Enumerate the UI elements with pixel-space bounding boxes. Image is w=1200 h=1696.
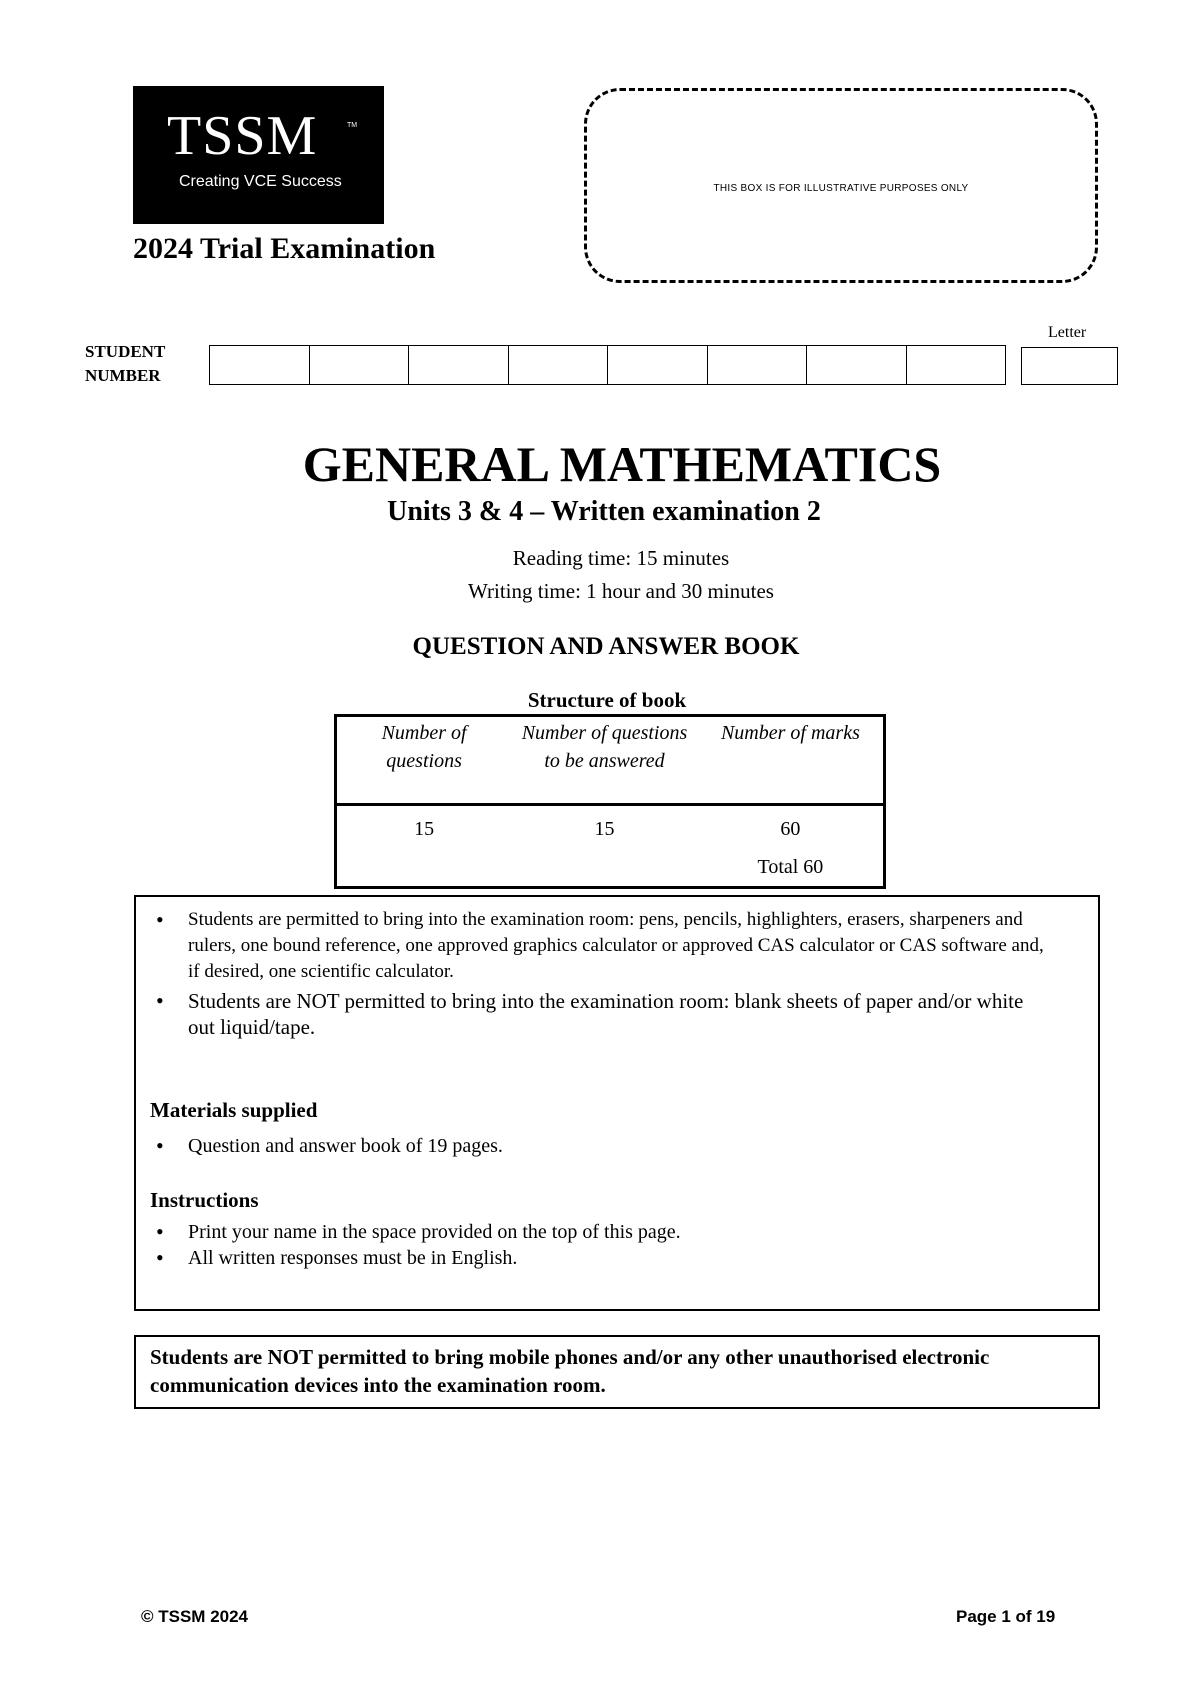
reading-time: Reading time: 15 minutes [512,546,730,570]
list-item: • Students are permitted to bring into the examination room: pens, pencils, highlighters, erasers, sharpeners and rulers, one bound reference, one approved graphics calculator or approved CAS calculator or CAS software and, if desired, one scientific calculator. [150,907,1048,985]
letter-box[interactable] [1021,347,1118,385]
materials-list [150,1133,1048,1159]
cell-marks: 60 [780,818,801,840]
student-number-digit-box[interactable] [509,346,609,384]
student-number-label-line1: STUDENT [85,342,166,361]
student-number-digit-box[interactable] [907,346,1006,384]
student-number-label [85,340,165,388]
logo-tagline: Creating VCE Success [179,173,342,190]
structure-header-row [336,716,885,805]
header-number-of-questions: Number of questions [336,716,512,805]
list-item: • All written responses must be in English. [150,1245,1048,1271]
illustrative-box [584,88,1098,283]
student-number-digit-box[interactable] [409,346,509,384]
list-item: • Print your name in the space provided on the top of this page. [150,1219,1048,1245]
list-item: • Students are NOT permitted to bring into the examination room: blank sheets of paper and/or white out liquid/tape. [150,988,1048,1040]
student-number-digit-box[interactable] [807,346,907,384]
list-item: • Question and answer book of 19 pages. [150,1133,1048,1159]
materials-heading: Materials supplied [150,1098,318,1122]
header-questions-to-answer: Number of questions to be answered [511,716,698,805]
structure-table [334,714,886,889]
student-number-label-line2: NUMBER [85,366,161,385]
header-number-of-marks: Number of marks [698,716,885,805]
exam-title: GENERAL MATHEMATICS [302,436,942,492]
student-number-digit-box[interactable] [708,346,808,384]
permitted-list [150,907,1048,985]
footer-page-number: Page 1 of 19 [956,1607,1056,1626]
tssm-logo [133,86,384,224]
structure-total-row [336,848,885,888]
illustrative-box-text: THIS BOX IS FOR ILLUSTRATIVE PURPOSES ONLY [713,183,969,194]
exam-subtitle: Units 3 & 4 – Written examination 2 [387,496,821,527]
structure-data-row [336,805,885,849]
letter-label: Letter [1048,324,1087,341]
student-number-digit-box[interactable] [608,346,708,384]
footer-copyright: © TSSM 2024 [141,1607,249,1626]
student-number-digit-box[interactable] [310,346,410,384]
warning-box: Students are NOT permitted to bring mobile phones and/or any other unauthorised electronic communication devices into the examination room. [134,1335,1100,1409]
cell-questions: 15 [414,818,435,840]
writing-time: Writing time: 1 hour and 30 minutes [468,579,774,603]
instructions-list [150,1219,1048,1271]
cell-total: Total 60 [757,856,824,878]
cell-questions-answered: 15 [594,818,615,840]
structure-caption: Structure of book [527,688,687,712]
logo-trademark: TM [347,122,358,129]
rules-box [134,895,1100,1311]
logo-wordmark: TSSM [167,105,318,167]
exam-label: 2024 Trial Examination [133,232,436,265]
instructions-heading: Instructions [150,1188,259,1212]
not-permitted-list [150,988,1048,1040]
book-type: QUESTION AND ANSWER BOOK [412,633,800,660]
student-number-digit-box[interactable] [210,346,310,384]
student-number-boxes [209,345,1006,385]
